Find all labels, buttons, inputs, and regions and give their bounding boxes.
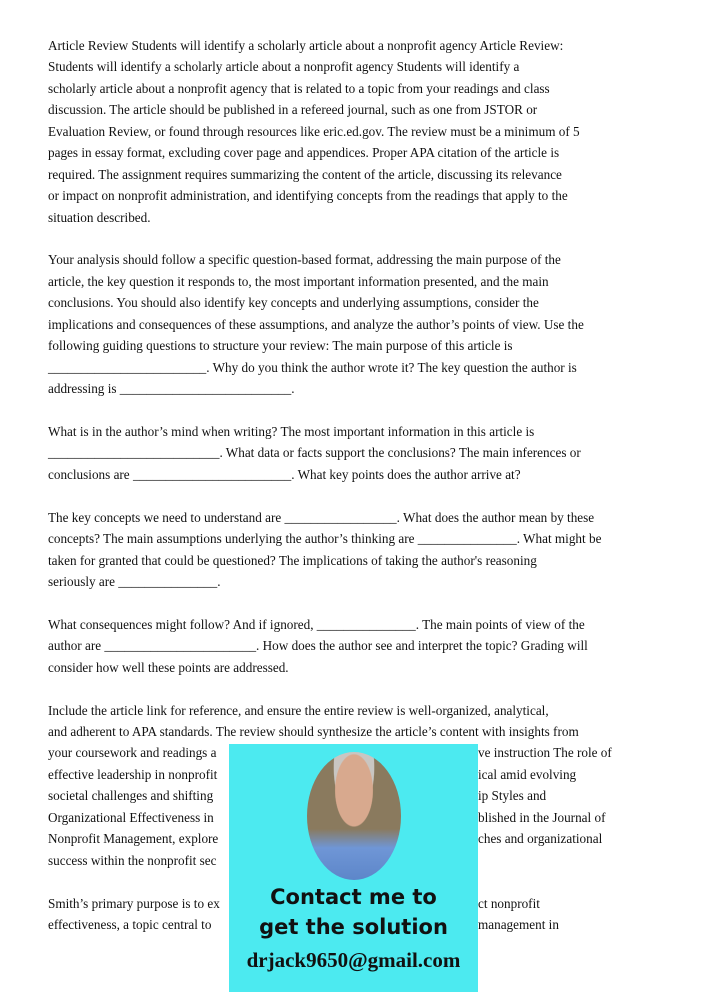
paragraph (48, 35, 668, 228)
text-line-left: success within the nonprofit sec (48, 852, 217, 868)
text-line-left: conclusions. You should also identify key concepts and underlying assumptions, consider the (48, 295, 539, 311)
promo-headline-line-2: get the solution (259, 915, 448, 939)
text-line-right: ct nonprofit (478, 895, 540, 911)
text-line-left: Include the article link for reference, and ensure the entire review is well-organized, analytical, (48, 702, 549, 718)
text-line-left: your coursework and readings a (48, 745, 217, 761)
text-line-left: and adherent to APA standards. The review should synthesize the article’s content with insights from (48, 724, 579, 739)
text-line-right: ip Styles and (478, 788, 547, 804)
text-line (48, 35, 668, 56)
paragraph (48, 507, 668, 593)
text-line-left: required. The assignment requires summarizing the content of the article, discussing its relevance (48, 166, 562, 182)
text-line (48, 657, 668, 678)
text-line (48, 378, 668, 399)
paragraph (48, 421, 668, 485)
text-line (48, 721, 668, 742)
text-line (48, 614, 668, 635)
text-line (48, 357, 668, 378)
text-line (48, 249, 668, 270)
text-line-left: __________________________. What data or facts support the conclusions? The main inferences or (48, 445, 581, 461)
text-line (48, 421, 668, 442)
text-line-right: blished in the Journal of (478, 809, 606, 825)
text-line-left: Organizational Effectiveness in (48, 809, 214, 825)
text-line-left: Article Review Students will identify a scholarly article about a nonprofit agency Article Review: (48, 38, 564, 53)
text-line (48, 335, 668, 356)
text-line (48, 121, 668, 142)
text-line (48, 271, 668, 292)
text-line (48, 78, 668, 99)
text-line-left: conclusions are ________________________. What key points does the author arrive at? (48, 466, 521, 482)
text-line-left: The key concepts we need to understand are _________________. What does the author mean by these (48, 509, 595, 525)
text-line-left: implications and consequences of these assumptions, and analyze the author’s points of view. Use the (48, 316, 584, 332)
text-line (48, 185, 668, 206)
paragraph (48, 614, 668, 678)
text-line-left: What consequences might follow? And if ignored, _______________. The main points of view of the (48, 616, 585, 632)
text-line (48, 99, 668, 120)
text-line-left: What is in the author’s mind when writing? The most important information in this article is (48, 423, 535, 439)
text-line-left: concepts? The main assumptions underlying the author’s thinking are _______________. What might be (48, 531, 602, 547)
text-line-left: Students will identify a scholarly article about a nonprofit agency Students will identify a (48, 59, 520, 75)
text-line-right: ical amid evolving (478, 766, 577, 782)
text-line (48, 314, 668, 335)
text-line-left: effectiveness, a topic central to (48, 916, 212, 932)
text-line-left: consider how well these points are addressed. (48, 659, 289, 675)
text-line-left: author are _______________________. How does the author see and interpret the topic? Grading will (48, 638, 588, 654)
text-line (48, 292, 668, 313)
text-line-left: or impact on nonprofit administration, and identifying concepts from the readings that apply to the (48, 188, 568, 204)
text-line-left: addressing is __________________________. (48, 381, 295, 396)
text-line-left: scholarly article about a nonprofit agency that is related to a topic from your readings and class (48, 80, 550, 96)
text-line-left: following guiding questions to structure your review: The main purpose of this article is (48, 338, 513, 354)
text-line-left: Smith’s primary purpose is to ex (48, 895, 220, 911)
text-line (48, 700, 668, 721)
paragraph (48, 249, 668, 399)
text-line-left: taken for granted that could be questioned? The implications of taking the author's reasoning (48, 552, 537, 568)
text-line-left: societal challenges and shifting (48, 788, 214, 804)
promo-headline (229, 882, 478, 942)
text-line-left: Your analysis should follow a specific question-based format, addressing the main purpose of the (48, 252, 561, 268)
text-line-right: ches and organizational (478, 831, 603, 847)
promo-headline-line-1: Contact me to (270, 885, 437, 909)
author-portrait-photo (307, 752, 401, 880)
contact-promo-banner[interactable] (229, 744, 478, 992)
text-line (48, 571, 668, 592)
text-line (48, 550, 668, 571)
text-line-right: management in (478, 916, 559, 932)
text-line (48, 56, 668, 77)
text-line (48, 442, 668, 463)
text-line-left: situation described. (48, 209, 151, 225)
text-line (48, 635, 668, 656)
text-line (48, 528, 668, 549)
promo-email[interactable]: drjack9650@gmail.com (246, 948, 461, 972)
text-line-left: Nonprofit Management, explore (48, 831, 219, 847)
text-line (48, 507, 668, 528)
text-line-left: seriously are _______________. (48, 573, 221, 589)
text-line-right: ve instruction The role of (478, 745, 612, 761)
text-line-left: discussion. The article should be published in a refereed journal, such as one from JSTOR or (48, 102, 538, 118)
text-line-left: effective leadership in nonprofit (48, 766, 218, 782)
text-line (48, 464, 668, 485)
text-line (48, 142, 668, 163)
text-line (48, 207, 668, 228)
text-line-left: ________________________. Why do you think the author wrote it? The key question the author is (48, 359, 577, 375)
text-line-left: Evaluation Review, or found through resources like eric.ed.gov. The review must be a minimum of 5 (48, 123, 580, 139)
text-line-left: article, the key question it responds to, the most important information presented, and the main (48, 273, 549, 289)
text-line-left: pages in essay format, excluding cover page and appendices. Proper APA citation of the article is (48, 145, 560, 161)
text-line (48, 164, 668, 185)
